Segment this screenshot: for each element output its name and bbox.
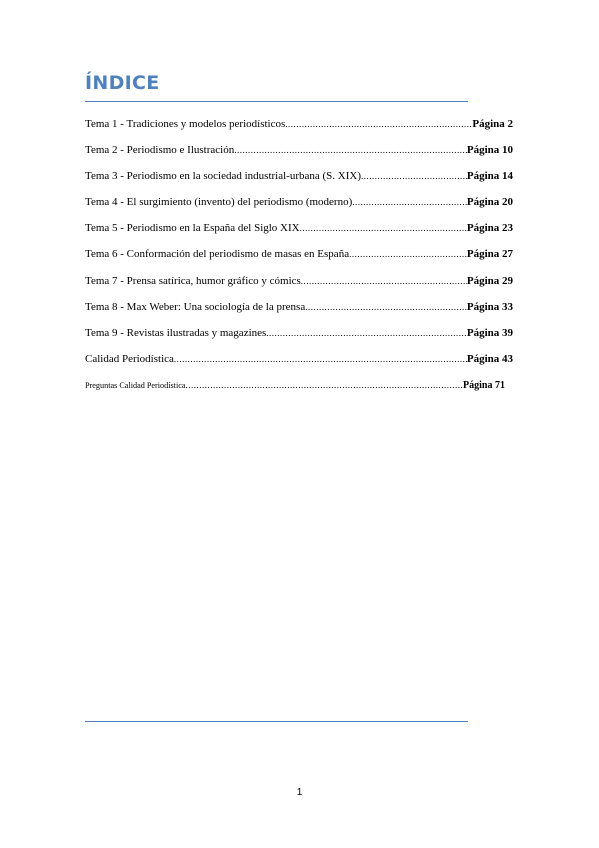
toc-leader-dots: [301, 274, 467, 289]
toc-leader-dots: [234, 143, 467, 158]
page-number: 1: [296, 787, 303, 798]
toc-leader-dots: [266, 326, 467, 341]
toc-leader-dots: [349, 247, 467, 262]
toc-entry[interactable]: [85, 195, 513, 221]
toc-entry-label: Tema 2 - Periodismo e Ilustración: [85, 144, 235, 157]
toc-leader-dots: [174, 352, 467, 367]
toc-entry-label: Tema 7 - Prensa satírica, humor gráfico y cómics: [85, 274, 301, 287]
toc-leader-dots: [285, 117, 472, 132]
toc-entry[interactable]: [85, 300, 513, 326]
toc-leader-dots: [352, 195, 467, 210]
toc-entry-label: Calidad Periodística: [85, 352, 174, 365]
toc-entry-page: Página 43: [466, 352, 513, 365]
toc-leader-dots: [186, 378, 464, 393]
toc-entry-page: Página 27: [466, 248, 513, 261]
toc-entry-label: Tema 4 - El surgimiento (invento) del periodismo (moderno): [85, 196, 353, 209]
toc-entry[interactable]: [85, 274, 513, 300]
toc-entry-page: Página 39: [466, 326, 513, 339]
toc-entry-label: Tema 1 - Tradiciones y modelos periodísticos: [85, 118, 286, 130]
toc-entry[interactable]: [85, 378, 505, 404]
toc-entry[interactable]: [85, 169, 513, 195]
toc-entry-page: Página 10: [466, 144, 513, 157]
toc-entry-label: Tema 5 - Periodismo en la España del Siglo XIX: [85, 222, 300, 235]
toc-entry[interactable]: [85, 117, 513, 143]
page-title: ÍNDICE: [85, 72, 160, 94]
toc-entry[interactable]: [85, 221, 513, 247]
toc-entry-page: Página 33: [466, 300, 513, 313]
title-divider: [85, 101, 468, 102]
toc-entry-label: Tema 8 - Max Weber: Una sociología de la prensa: [85, 300, 306, 313]
toc-entry-page: Página 29: [466, 274, 513, 287]
toc-entry[interactable]: [85, 352, 513, 378]
toc-entry[interactable]: [85, 247, 513, 273]
toc-entry-page: Página 14: [466, 170, 513, 183]
toc-leader-dots: [361, 169, 467, 184]
toc-entry-page: Página 23: [466, 222, 513, 235]
toc-entry-page: Página 20: [466, 196, 513, 209]
toc-entry[interactable]: [85, 143, 513, 169]
toc-entry-label: Tema 6 - Conformación del periodismo de masas en España: [85, 248, 350, 261]
toc-entry-label: Tema 3 - Periodismo en la sociedad industrial-urbana (S. XIX): [85, 170, 361, 183]
toc-leader-dots: [300, 221, 467, 236]
toc-leader-dots: [305, 300, 467, 315]
toc-entry-page: Página 71: [463, 379, 505, 391]
toc-entry-label: Preguntas Calidad Periodística: [85, 380, 186, 390]
table-of-contents: [85, 117, 513, 404]
toc-entry-page: Página 2: [472, 118, 513, 130]
footer-divider: [85, 721, 468, 722]
toc-entry[interactable]: [85, 326, 513, 352]
toc-entry-label: Tema 9 - Revistas ilustradas y magazines: [85, 326, 267, 339]
